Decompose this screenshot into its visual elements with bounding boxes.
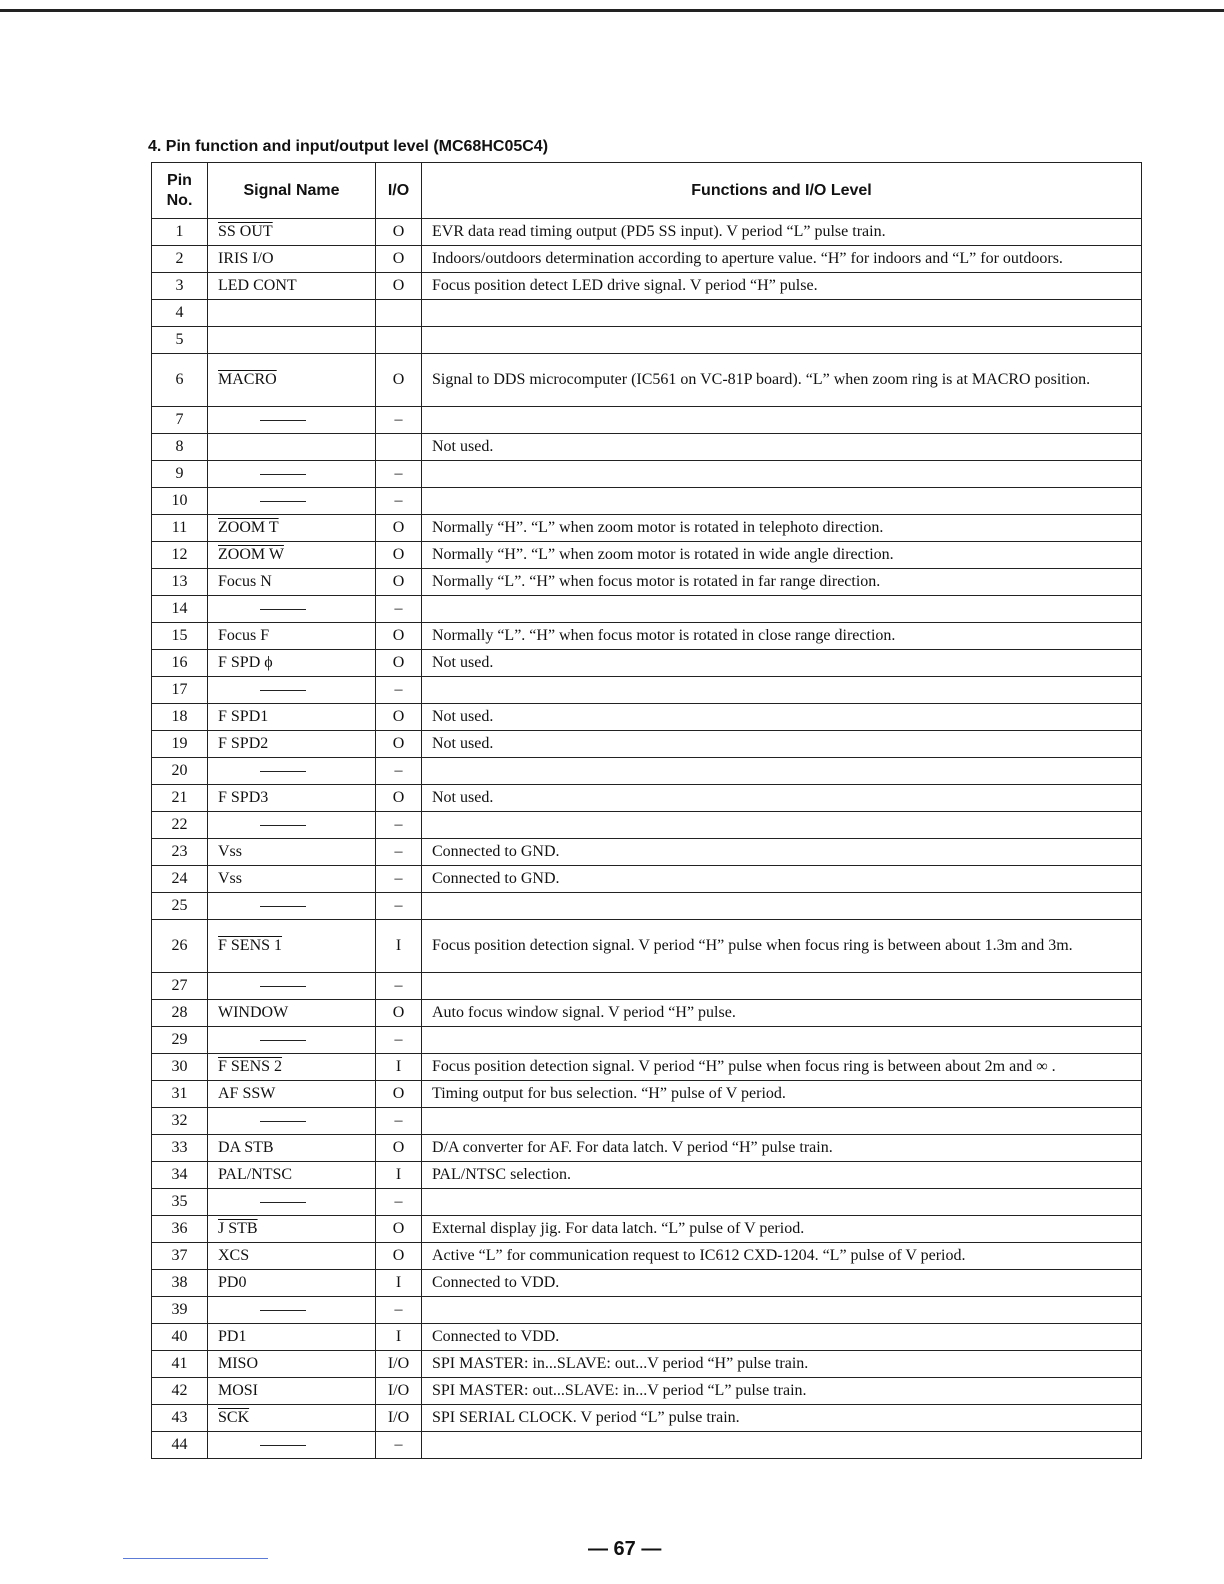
function-cell xyxy=(422,1027,1142,1054)
signal-name-text: Focus N xyxy=(218,573,272,590)
function-cell: Connected to VDD. xyxy=(422,1324,1142,1351)
signal-name-cell xyxy=(208,1081,376,1108)
signal-name-cell xyxy=(208,461,376,488)
table-row xyxy=(152,246,1142,273)
signal-name-cell xyxy=(208,488,376,515)
signal-name-cell xyxy=(208,1432,376,1459)
signal-name-cell xyxy=(208,1027,376,1054)
io-cell xyxy=(376,434,422,461)
io-cell: I/O xyxy=(376,1351,422,1378)
function-cell: EVR data read timing output (PD5 SS input). V period “L” pulse train. xyxy=(422,219,1142,246)
function-cell xyxy=(422,893,1142,920)
table-row xyxy=(152,866,1142,893)
signal-name-text: F SPD2 xyxy=(218,735,269,752)
pin-number-cell: 37 xyxy=(152,1243,208,1270)
signal-name-cell xyxy=(208,1243,376,1270)
signal-name-cell xyxy=(208,1108,376,1135)
table-row xyxy=(152,1378,1142,1405)
function-cell: Normally “L”. “H” when focus motor is rotated in far range direction. xyxy=(422,569,1142,596)
pin-number-cell: 22 xyxy=(152,812,208,839)
function-cell: Indoors/outdoors determination according to aperture value. “H” for indoors and “L” for outdoors. xyxy=(422,246,1142,273)
io-cell: – xyxy=(376,1108,422,1135)
pin-number-cell: 6 xyxy=(152,354,208,407)
signal-name-cell xyxy=(208,920,376,973)
io-cell: – xyxy=(376,1297,422,1324)
unused-dash xyxy=(260,609,306,610)
table-row xyxy=(152,785,1142,812)
table-row xyxy=(152,1351,1142,1378)
function-cell: Not used. xyxy=(422,785,1142,812)
signal-name-cell xyxy=(208,542,376,569)
function-cell: D/A converter for AF. For data latch. V period “H” pulse train. xyxy=(422,1135,1142,1162)
section-title: 4. Pin function and input/output level (MC68HC05C4) xyxy=(148,138,549,155)
signal-name-text: PD1 xyxy=(218,1328,247,1345)
io-cell: O xyxy=(376,785,422,812)
signal-name-cell xyxy=(208,515,376,542)
signal-name-text: MOSI xyxy=(218,1382,259,1399)
io-cell: O xyxy=(376,731,422,758)
io-cell: O xyxy=(376,1000,422,1027)
pin-number-cell: 33 xyxy=(152,1135,208,1162)
unused-dash xyxy=(260,501,306,502)
pin-number-cell: 36 xyxy=(152,1216,208,1243)
unused-dash xyxy=(260,825,306,826)
io-cell: – xyxy=(376,866,422,893)
function-cell xyxy=(422,407,1142,434)
table-row xyxy=(152,623,1142,650)
function-cell xyxy=(422,300,1142,327)
pin-number-cell: 39 xyxy=(152,1297,208,1324)
signal-name-cell xyxy=(208,731,376,758)
pin-number-cell: 31 xyxy=(152,1081,208,1108)
function-cell xyxy=(422,1297,1142,1324)
signal-name-cell xyxy=(208,1162,376,1189)
signal-name-cell xyxy=(208,354,376,407)
function-cell: Connected to GND. xyxy=(422,866,1142,893)
function-cell xyxy=(422,488,1142,515)
function-cell: Active “L” for communication request to IC612 CXD-1204. “L” pulse of V period. xyxy=(422,1243,1142,1270)
pin-number-cell: 12 xyxy=(152,542,208,569)
bottom-line xyxy=(123,1558,268,1559)
pin-number-cell: 16 xyxy=(152,650,208,677)
signal-name-cell xyxy=(208,973,376,1000)
signal-name-cell xyxy=(208,1216,376,1243)
signal-name-cell xyxy=(208,758,376,785)
signal-name-cell xyxy=(208,893,376,920)
function-cell xyxy=(422,812,1142,839)
io-cell: – xyxy=(376,758,422,785)
pin-number-cell: 34 xyxy=(152,1162,208,1189)
unused-dash xyxy=(260,1121,306,1122)
signal-name-text: IRIS I/O xyxy=(218,250,274,267)
io-cell: I xyxy=(376,1270,422,1297)
io-cell: – xyxy=(376,596,422,623)
signal-name-cell xyxy=(208,839,376,866)
pin-number-cell: 5 xyxy=(152,327,208,354)
signal-name-cell xyxy=(208,1324,376,1351)
table-row xyxy=(152,758,1142,785)
table-row xyxy=(152,488,1142,515)
pin-function-table xyxy=(151,162,1142,1459)
signal-name-cell xyxy=(208,677,376,704)
table-row xyxy=(152,273,1142,300)
pin-number-cell: 26 xyxy=(152,920,208,973)
signal-name-text: F SPD1 xyxy=(218,708,269,725)
io-cell: – xyxy=(376,488,422,515)
function-cell: External display jig. For data latch. “L” pulse of V period. xyxy=(422,1216,1142,1243)
unused-dash xyxy=(260,690,306,691)
pin-number-cell: 43 xyxy=(152,1405,208,1432)
signal-name-cell xyxy=(208,300,376,327)
signal-name-cell xyxy=(208,1270,376,1297)
table-row xyxy=(152,1297,1142,1324)
pin-number-cell: 11 xyxy=(152,515,208,542)
pin-number-cell: 3 xyxy=(152,273,208,300)
signal-name-text: $\overline{SCK}$ xyxy=(218,1409,250,1426)
pin-number-cell: 10 xyxy=(152,488,208,515)
table-row xyxy=(152,300,1142,327)
unused-dash xyxy=(260,986,306,987)
unused-dash xyxy=(260,474,306,475)
pin-number-cell: 17 xyxy=(152,677,208,704)
table-row xyxy=(152,1189,1142,1216)
signal-name-text: XCS xyxy=(218,1247,250,1264)
io-cell: – xyxy=(376,973,422,1000)
pin-number-cell: 24 xyxy=(152,866,208,893)
io-cell: – xyxy=(376,1027,422,1054)
signal-name-cell xyxy=(208,866,376,893)
function-cell xyxy=(422,1189,1142,1216)
table-row xyxy=(152,1324,1142,1351)
signal-name-cell xyxy=(208,596,376,623)
function-cell: PAL/NTSC selection. xyxy=(422,1162,1142,1189)
signal-name-cell xyxy=(208,623,376,650)
function-cell: Normally “L”. “H” when focus motor is rotated in close range direction. xyxy=(422,623,1142,650)
table-row xyxy=(152,893,1142,920)
signal-name-text: MACRO xyxy=(218,371,277,388)
signal-name-cell xyxy=(208,219,376,246)
table-row xyxy=(152,812,1142,839)
io-cell xyxy=(376,327,422,354)
function-cell xyxy=(422,973,1142,1000)
io-cell: I xyxy=(376,1162,422,1189)
signal-name-text: ZOOM W xyxy=(218,546,284,563)
signal-name-text: F SPD ϕ xyxy=(218,654,273,671)
unused-dash xyxy=(260,1040,306,1041)
io-cell: I/O xyxy=(376,1378,422,1405)
table-row xyxy=(152,569,1142,596)
pin-number-cell: 27 xyxy=(152,973,208,1000)
table-row xyxy=(152,1108,1142,1135)
pin-number-cell: 28 xyxy=(152,1000,208,1027)
pin-number-cell: 29 xyxy=(152,1027,208,1054)
unused-dash xyxy=(260,906,306,907)
signal-name-text: F SENS 2 xyxy=(218,1058,283,1075)
function-cell xyxy=(422,758,1142,785)
table-row xyxy=(152,704,1142,731)
table-row xyxy=(152,1405,1142,1432)
header-signal-name: Signal Name xyxy=(208,163,376,219)
table-row xyxy=(152,407,1142,434)
io-cell: – xyxy=(376,812,422,839)
table-row xyxy=(152,1081,1142,1108)
function-cell xyxy=(422,461,1142,488)
header-io: I/O xyxy=(376,163,422,219)
table-row xyxy=(152,650,1142,677)
signal-name-text: AF SSW xyxy=(218,1085,276,1102)
pin-number-cell: 32 xyxy=(152,1108,208,1135)
function-cell xyxy=(422,1432,1142,1459)
io-cell: O xyxy=(376,1135,422,1162)
function-cell: Not used. xyxy=(422,731,1142,758)
pin-number-cell: 21 xyxy=(152,785,208,812)
top-rule xyxy=(0,9,1224,12)
table-row xyxy=(152,1027,1142,1054)
pin-number-cell: 44 xyxy=(152,1432,208,1459)
pin-number-cell: 25 xyxy=(152,893,208,920)
signal-name-cell xyxy=(208,246,376,273)
table-row xyxy=(152,1243,1142,1270)
signal-name-text: Focus F xyxy=(218,627,270,644)
function-cell: Normally “H”. “L” when zoom motor is rotated in telephoto direction. xyxy=(422,515,1142,542)
io-cell: I/O xyxy=(376,1405,422,1432)
function-cell: Focus position detection signal. V period “H” pulse when focus ring is between about 2m and ∞ . xyxy=(422,1054,1142,1081)
pin-number-cell: 13 xyxy=(152,569,208,596)
signal-name-cell xyxy=(208,434,376,461)
table-header-row xyxy=(152,163,1142,219)
signal-name-cell xyxy=(208,327,376,354)
pin-number-cell: 7 xyxy=(152,407,208,434)
io-cell: – xyxy=(376,677,422,704)
table-row xyxy=(152,677,1142,704)
signal-name-cell xyxy=(208,785,376,812)
signal-name-cell xyxy=(208,1378,376,1405)
table-body xyxy=(152,219,1142,1459)
function-cell: SPI MASTER: in...SLAVE: out...V period “H” pulse train. xyxy=(422,1351,1142,1378)
table-row xyxy=(152,1162,1142,1189)
io-cell: O xyxy=(376,354,422,407)
function-cell: SPI MASTER: out...SLAVE: in...V period “L” pulse train. xyxy=(422,1378,1142,1405)
header-pin-no: Pin No. xyxy=(152,163,208,219)
table-row xyxy=(152,1270,1142,1297)
signal-name-text: MISO xyxy=(218,1355,259,1372)
unused-dash xyxy=(260,1445,306,1446)
signal-name-cell xyxy=(208,273,376,300)
function-cell xyxy=(422,596,1142,623)
function-cell xyxy=(422,677,1142,704)
table-row xyxy=(152,434,1142,461)
function-cell: Focus position detect LED drive signal. V period “H” pulse. xyxy=(422,273,1142,300)
io-cell: O xyxy=(376,246,422,273)
io-cell: I xyxy=(376,920,422,973)
io-cell: – xyxy=(376,893,422,920)
io-cell: O xyxy=(376,650,422,677)
pin-number-cell: 19 xyxy=(152,731,208,758)
pin-number-cell: 14 xyxy=(152,596,208,623)
signal-name-text: WINDOW xyxy=(218,1004,289,1021)
table-row xyxy=(152,596,1142,623)
pin-number-cell: 9 xyxy=(152,461,208,488)
io-cell: – xyxy=(376,1189,422,1216)
function-cell: Focus position detection signal. V period “H” pulse when focus ring is between about 1.3m and 3m. xyxy=(422,920,1142,973)
signal-name-text: LED CONT xyxy=(218,277,297,294)
io-cell: O xyxy=(376,219,422,246)
signal-name-text: F SPD3 xyxy=(218,789,269,806)
table-row xyxy=(152,1135,1142,1162)
io-cell: O xyxy=(376,569,422,596)
pin-number-cell: 4 xyxy=(152,300,208,327)
io-cell: – xyxy=(376,407,422,434)
function-cell: Signal to DDS microcomputer (IC561 on VC-81P board). “L” when zoom ring is at MACRO position. xyxy=(422,354,1142,407)
table-row xyxy=(152,839,1142,866)
signal-name-text: J STB xyxy=(218,1220,258,1237)
io-cell: O xyxy=(376,623,422,650)
table-row xyxy=(152,542,1142,569)
unused-dash xyxy=(260,420,306,421)
signal-name-cell xyxy=(208,1405,376,1432)
table-row xyxy=(152,461,1142,488)
signal-name-cell xyxy=(208,407,376,434)
io-cell xyxy=(376,300,422,327)
signal-name-cell xyxy=(208,1351,376,1378)
function-cell xyxy=(422,1108,1142,1135)
pin-number-cell: 15 xyxy=(152,623,208,650)
pin-number-cell: 35 xyxy=(152,1189,208,1216)
signal-name-text: ZOOM T xyxy=(218,519,279,536)
signal-name-cell xyxy=(208,1000,376,1027)
function-cell: Connected to VDD. xyxy=(422,1270,1142,1297)
signal-name-cell xyxy=(208,1135,376,1162)
table-row xyxy=(152,1432,1142,1459)
io-cell: O xyxy=(376,273,422,300)
io-cell: O xyxy=(376,1216,422,1243)
io-cell: I xyxy=(376,1324,422,1351)
function-cell: Not used. xyxy=(422,650,1142,677)
signal-name-cell xyxy=(208,704,376,731)
table-row xyxy=(152,920,1142,973)
pin-number-cell: 30 xyxy=(152,1054,208,1081)
io-cell: – xyxy=(376,839,422,866)
function-cell xyxy=(422,327,1142,354)
table-row xyxy=(152,1054,1142,1081)
function-cell: Not used. xyxy=(422,434,1142,461)
signal-name-cell xyxy=(208,1189,376,1216)
function-cell: Normally “H”. “L” when zoom motor is rotated in wide angle direction. xyxy=(422,542,1142,569)
function-cell: Not used. xyxy=(422,704,1142,731)
pin-number-cell: 23 xyxy=(152,839,208,866)
unused-dash xyxy=(260,1310,306,1311)
io-cell: – xyxy=(376,1432,422,1459)
unused-dash xyxy=(260,1202,306,1203)
signal-name-cell xyxy=(208,1054,376,1081)
header-functions: Functions and I/O Level xyxy=(422,163,1142,219)
table-row xyxy=(152,515,1142,542)
table-row xyxy=(152,973,1142,1000)
signal-name-text: PD0 xyxy=(218,1274,247,1291)
unused-dash xyxy=(260,771,306,772)
pin-number-cell: 8 xyxy=(152,434,208,461)
pin-number-cell: 42 xyxy=(152,1378,208,1405)
io-cell: – xyxy=(376,461,422,488)
function-cell: Timing output for bus selection. “H” pulse of V period. xyxy=(422,1081,1142,1108)
table-row xyxy=(152,1216,1142,1243)
pin-number-cell: 38 xyxy=(152,1270,208,1297)
table-row xyxy=(152,327,1142,354)
signal-name-text: PAL/NTSC xyxy=(218,1166,293,1183)
io-cell: O xyxy=(376,542,422,569)
io-cell: O xyxy=(376,515,422,542)
io-cell: O xyxy=(376,1081,422,1108)
signal-name-text: Vss xyxy=(218,870,243,887)
table-row xyxy=(152,219,1142,246)
signal-name-cell xyxy=(208,569,376,596)
table-row xyxy=(152,731,1142,758)
io-cell: I xyxy=(376,1054,422,1081)
pin-number-cell: 40 xyxy=(152,1324,208,1351)
signal-name-cell xyxy=(208,1297,376,1324)
signal-name-text: F SENS 1 xyxy=(218,937,283,954)
pin-number-cell: 20 xyxy=(152,758,208,785)
function-cell: Auto focus window signal. V period “H” pulse. xyxy=(422,1000,1142,1027)
pin-number-cell: 18 xyxy=(152,704,208,731)
function-cell: SPI SERIAL CLOCK. V period “L” pulse train. xyxy=(422,1405,1142,1432)
pin-number-cell: 41 xyxy=(152,1351,208,1378)
function-cell: Connected to GND. xyxy=(422,839,1142,866)
signal-name-cell xyxy=(208,812,376,839)
pin-number-cell: 1 xyxy=(152,219,208,246)
signal-name-text: DA STB xyxy=(218,1139,274,1156)
page-number: — 67 — xyxy=(588,1538,662,1560)
table-row xyxy=(152,1000,1142,1027)
table-row xyxy=(152,354,1142,407)
io-cell: O xyxy=(376,1243,422,1270)
signal-name-text: Vss xyxy=(218,843,243,860)
io-cell: O xyxy=(376,704,422,731)
pin-number-cell: 2 xyxy=(152,246,208,273)
signal-name-text: SS OUT xyxy=(218,223,273,240)
signal-name-cell xyxy=(208,650,376,677)
